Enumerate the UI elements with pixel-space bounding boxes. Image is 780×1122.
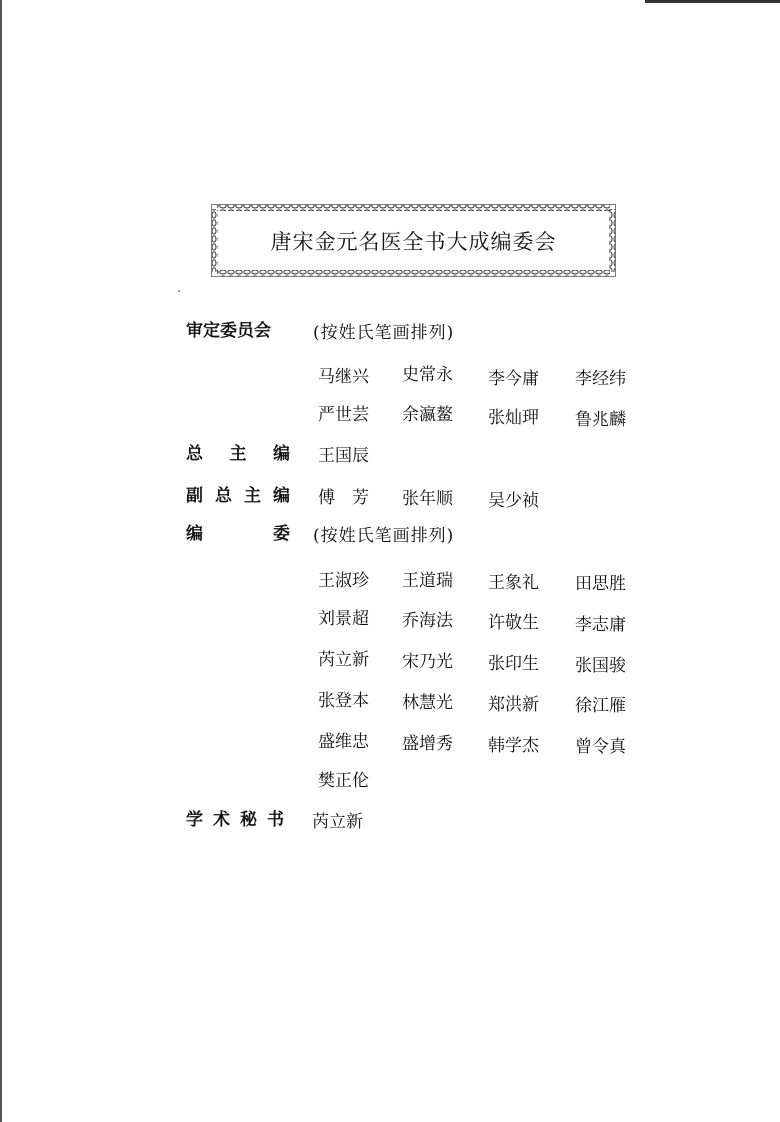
board-member: 芮立新 — [318, 650, 369, 670]
board-member: 张印生 — [488, 654, 539, 674]
deputy-chief-editor-name: 吴少祯 — [488, 491, 539, 511]
review-committee-label: 审定委员会 — [186, 321, 271, 341]
board-member: 宋乃光 — [402, 652, 453, 672]
review-member: 李经纬 — [575, 369, 626, 389]
board-member: 田思胜 — [575, 574, 626, 594]
board-member: 刘景超 — [318, 609, 369, 629]
review-member: 严世芸 — [318, 405, 369, 425]
board-member: 王道瑞 — [402, 571, 453, 591]
secretary-name: 芮立新 — [312, 812, 363, 832]
scan-edge-left — [0, 0, 2, 1122]
board-member: 李志庸 — [575, 615, 626, 635]
title-frame — [211, 203, 616, 278]
review-member: 张灿玾 — [488, 408, 539, 428]
board-member: 韩学杰 — [488, 736, 539, 756]
review-member: 李今庸 — [488, 369, 539, 389]
board-member: 盛增秀 — [402, 734, 453, 754]
board-member: 曾令真 — [575, 737, 626, 757]
deputy-chief-editor-name: 傅 芳 — [318, 488, 369, 508]
secretary-label: 学 术 秘 书 — [186, 810, 284, 830]
board-member: 乔海法 — [402, 611, 453, 631]
chief-editor-label: 总 主 编 — [186, 444, 290, 464]
board-member: 樊正伦 — [318, 771, 369, 791]
board-member: 徐江雁 — [575, 696, 626, 716]
editorial-board-note: (按姓氏笔画排列) — [313, 526, 455, 546]
review-member: 鲁兆麟 — [575, 410, 626, 430]
board-member: 许敬生 — [488, 613, 539, 633]
review-member: 余瀛鳌 — [402, 405, 453, 425]
deputy-chief-editor-name: 张年顺 — [402, 489, 453, 509]
board-member: 林慧光 — [402, 693, 453, 713]
review-member: 马继兴 — [318, 367, 369, 387]
scan-speck — [178, 290, 180, 292]
editorial-board-label: 编 委 — [186, 524, 290, 544]
board-member: 王象礼 — [488, 573, 539, 593]
board-member: 张国骏 — [575, 656, 626, 676]
board-member: 张登本 — [318, 691, 369, 711]
board-member: 王淑珍 — [318, 571, 369, 591]
page-title: 唐宋金元名医全书大成编委会 — [270, 229, 557, 254]
review-member: 史常永 — [402, 365, 453, 385]
chief-editor-name: 王国辰 — [318, 446, 369, 466]
deputy-chief-editor-label: 副 总 主 编 — [186, 486, 290, 506]
board-member: 郑洪新 — [488, 695, 539, 715]
scan-edge-top — [645, 0, 780, 3]
review-committee-note: (按姓氏笔画排列) — [313, 323, 455, 343]
board-member: 盛维忠 — [318, 732, 369, 752]
